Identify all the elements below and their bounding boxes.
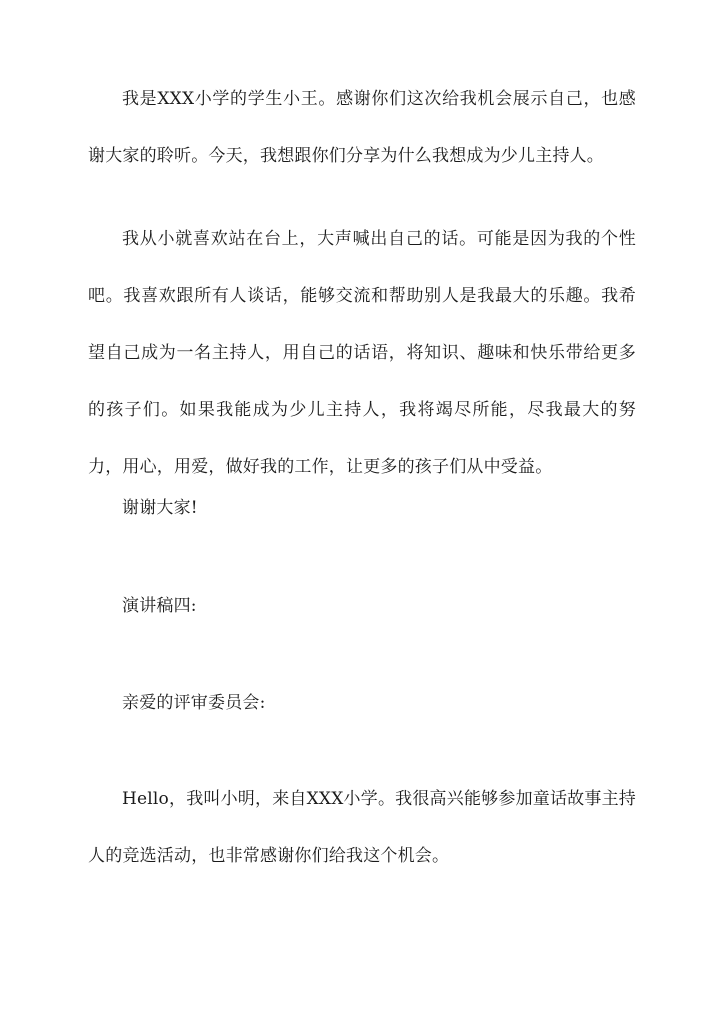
section-heading: 演讲稿四: [122,596,197,616]
paragraph-thanks: 谢谢大家! [122,498,198,518]
paragraph-body: 我从小就喜欢站在台上，大声喊出自己的话。可能是因为我的个性吧。我喜欢跟所有人谈话，能够交流和帮助别人是我最大的乐趣。我希望自己成为一名主持人，用自己的话语，将知识、趣味和快乐带给更多的孩子们。如果我能成为少儿主持人，我将竭尽所能，尽我最大的努力，用心，用爱，做好我的工作，让更多的孩子们从中受益。 [88,229,636,477]
paragraph-speech-four-intro: Hello，我叫小明，来自XXX小学。我很高兴能够参加童话故事主持人的竞选活动，也非常感谢你们给我这个机会。 [88,789,636,866]
salutation: 亲爱的评审委员会: [122,693,266,713]
paragraph-intro: 我是XXX小学的学生小王。感谢你们这次给我机会展示自己，也感谢大家的聆听。今天，我想跟你们分享为什么我想成为少儿主持人。 [88,89,636,166]
